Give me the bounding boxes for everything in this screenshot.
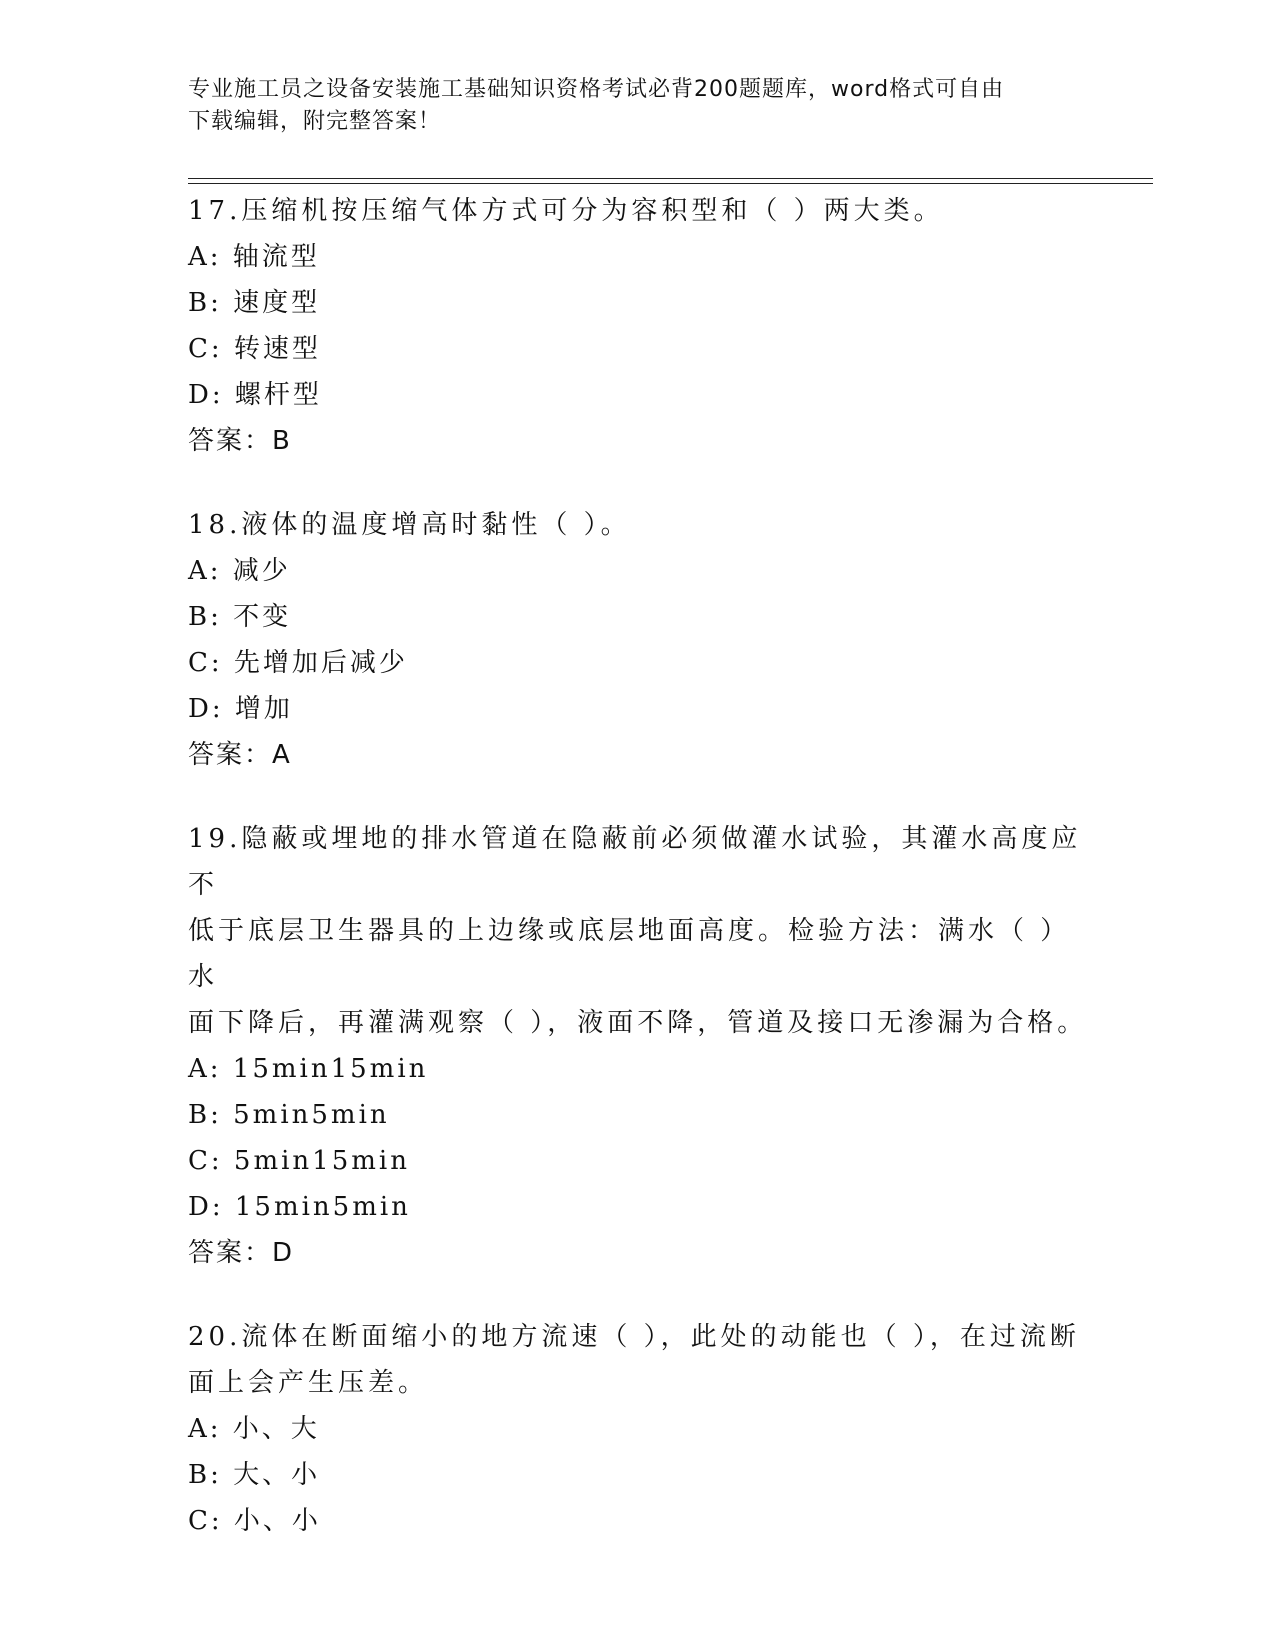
- option-a: A: 15min15min: [188, 1054, 429, 1084]
- question-stem-line-2: 面上会产生压差。: [188, 1368, 429, 1398]
- question-stem-line-1: 20.流体在断面缩小的地方流速（ ），此处的动能也（ ），在过流断: [188, 1322, 1080, 1352]
- question-stem-line-3: 面下降后，再灌满观察（ ），液面不降，管道及接口无渗漏为合格。: [188, 1008, 1088, 1038]
- option-a: A: 轴流型: [188, 242, 320, 272]
- header-line-2: 下载编辑，附完整答案！: [188, 109, 442, 134]
- question-20: [188, 1314, 1088, 1544]
- header-divider-bottom: [188, 183, 1153, 184]
- question-stem-line-1: 19.隐蔽或埋地的排水管道在隐蔽前必须做灌水试验，其灌水高度应不: [188, 824, 1082, 900]
- option-d: D: 增加: [188, 694, 293, 724]
- question-list: [188, 188, 1088, 1582]
- option-b: B: 大、小: [188, 1460, 321, 1490]
- answer-line: 答案：B: [188, 426, 292, 456]
- option-b: B: 速度型: [188, 288, 321, 318]
- document-header: [188, 74, 1088, 138]
- question-17: [188, 188, 1088, 464]
- option-c: C: 5min15min: [188, 1146, 410, 1176]
- answer-line: 答案：A: [188, 740, 292, 770]
- option-c: C: 小、小: [188, 1506, 321, 1536]
- option-d: D: 螺杆型: [188, 380, 322, 410]
- question-18: [188, 502, 1088, 778]
- header-line-1: 专业施工员之设备安装施工基础知识资格考试必背200题题库，word格式可自由: [188, 77, 1005, 102]
- question-stem: 18.液体的温度增高时黏性（ ）。: [188, 510, 631, 540]
- header-divider-top: [188, 178, 1153, 179]
- option-a: A: 减少: [188, 556, 291, 586]
- option-b: B: 5min5min: [188, 1100, 390, 1130]
- option-c: C: 先增加后减少: [188, 648, 408, 678]
- question-stem: 17.压缩机按压缩气体方式可分为容积型和（ ）两大类。: [188, 196, 944, 226]
- option-c: C: 转速型: [188, 334, 321, 364]
- option-a: A: 小、大: [188, 1414, 320, 1444]
- option-d: D: 15min5min: [188, 1192, 411, 1222]
- question-19: [188, 816, 1088, 1276]
- answer-line: 答案：D: [188, 1238, 295, 1268]
- question-stem-line-2: 低于底层卫生器具的上边缘或底层地面高度。检验方法：满水（ ）水: [188, 916, 1071, 992]
- option-b: B: 不变: [188, 602, 292, 632]
